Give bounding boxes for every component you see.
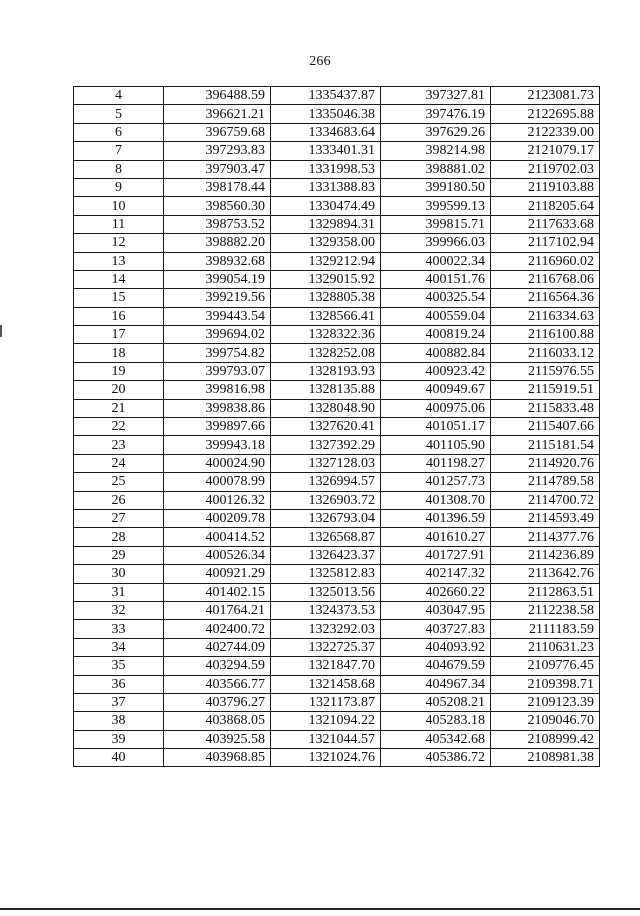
table-row	[74, 252, 600, 270]
table-row	[74, 583, 600, 601]
x-coordinate-2-cell: 400022.34	[381, 252, 491, 270]
table-row	[74, 123, 600, 141]
table-row	[74, 160, 600, 178]
y-coordinate-2-cell: 2109046.70	[491, 712, 600, 730]
point-number-cell: 38	[74, 712, 164, 730]
x-coordinate-2-cell: 401198.27	[381, 454, 491, 472]
y-coordinate-2-cell: 2115407.66	[491, 418, 600, 436]
point-number-cell: 25	[74, 473, 164, 491]
x-coordinate-2-cell: 404093.92	[381, 638, 491, 656]
y-coordinate-2-cell: 2117633.68	[491, 215, 600, 233]
y-coordinate-2-cell: 2114789.58	[491, 473, 600, 491]
point-number-cell: 7	[74, 142, 164, 160]
point-number-cell: 22	[74, 418, 164, 436]
x-coordinate-1-cell: 398560.30	[164, 197, 271, 215]
x-coordinate-2-cell: 400923.42	[381, 362, 491, 380]
table-row	[74, 362, 600, 380]
coordinate-table	[73, 86, 600, 767]
y-coordinate-1-cell: 1329212.94	[271, 252, 381, 270]
x-coordinate-2-cell: 401257.73	[381, 473, 491, 491]
x-coordinate-1-cell: 398753.52	[164, 215, 271, 233]
y-coordinate-1-cell: 1321458.68	[271, 675, 381, 693]
table-row	[74, 289, 600, 307]
y-coordinate-1-cell: 1326793.04	[271, 509, 381, 527]
y-coordinate-2-cell: 2118205.64	[491, 197, 600, 215]
y-coordinate-2-cell: 2116033.12	[491, 344, 600, 362]
x-coordinate-2-cell: 400559.04	[381, 307, 491, 325]
point-number-cell: 27	[74, 509, 164, 527]
x-coordinate-1-cell: 396759.68	[164, 123, 271, 141]
point-number-cell: 23	[74, 436, 164, 454]
y-coordinate-1-cell: 1328322.36	[271, 326, 381, 344]
point-number-cell: 16	[74, 307, 164, 325]
point-number-cell: 11	[74, 215, 164, 233]
x-coordinate-2-cell: 402660.22	[381, 583, 491, 601]
y-coordinate-1-cell: 1326903.72	[271, 491, 381, 509]
y-coordinate-2-cell: 2115181.54	[491, 436, 600, 454]
y-coordinate-1-cell: 1330474.49	[271, 197, 381, 215]
x-coordinate-2-cell: 400325.54	[381, 289, 491, 307]
x-coordinate-2-cell: 404967.34	[381, 675, 491, 693]
x-coordinate-2-cell: 400949.67	[381, 381, 491, 399]
y-coordinate-2-cell: 2109398.71	[491, 675, 600, 693]
table-row	[74, 638, 600, 656]
table-row	[74, 399, 600, 417]
table-row	[74, 87, 600, 105]
point-number-cell: 9	[74, 178, 164, 196]
x-coordinate-1-cell: 399816.98	[164, 381, 271, 399]
y-coordinate-2-cell: 2109123.39	[491, 693, 600, 711]
x-coordinate-1-cell: 399694.02	[164, 326, 271, 344]
table-row	[74, 215, 600, 233]
x-coordinate-2-cell: 400975.06	[381, 399, 491, 417]
x-coordinate-2-cell: 405386.72	[381, 749, 491, 767]
x-coordinate-1-cell: 397903.47	[164, 160, 271, 178]
point-number-cell: 36	[74, 675, 164, 693]
x-coordinate-1-cell: 396488.59	[164, 87, 271, 105]
x-coordinate-2-cell: 401610.27	[381, 528, 491, 546]
y-coordinate-2-cell: 2114700.72	[491, 491, 600, 509]
y-coordinate-1-cell: 1326568.87	[271, 528, 381, 546]
y-coordinate-2-cell: 2122695.88	[491, 105, 600, 123]
point-number-cell: 14	[74, 270, 164, 288]
point-number-cell: 8	[74, 160, 164, 178]
table-row	[74, 344, 600, 362]
y-coordinate-1-cell: 1321044.57	[271, 730, 381, 748]
table-row	[74, 565, 600, 583]
table-row	[74, 473, 600, 491]
x-coordinate-1-cell: 402400.72	[164, 620, 271, 638]
point-number-cell: 30	[74, 565, 164, 583]
y-coordinate-2-cell: 2114377.76	[491, 528, 600, 546]
x-coordinate-1-cell: 397293.83	[164, 142, 271, 160]
x-coordinate-1-cell: 400078.99	[164, 473, 271, 491]
x-coordinate-1-cell: 399754.82	[164, 344, 271, 362]
table-row	[74, 693, 600, 711]
x-coordinate-1-cell: 399054.19	[164, 270, 271, 288]
table-row	[74, 178, 600, 196]
y-coordinate-2-cell: 2112238.58	[491, 601, 600, 619]
x-coordinate-2-cell: 401396.59	[381, 509, 491, 527]
y-coordinate-2-cell: 2109776.45	[491, 657, 600, 675]
x-coordinate-2-cell: 405208.21	[381, 693, 491, 711]
table-row	[74, 546, 600, 564]
y-coordinate-2-cell: 2114920.76	[491, 454, 600, 472]
x-coordinate-1-cell: 400209.78	[164, 509, 271, 527]
point-number-cell: 29	[74, 546, 164, 564]
y-coordinate-1-cell: 1331388.83	[271, 178, 381, 196]
x-coordinate-1-cell: 403566.77	[164, 675, 271, 693]
y-coordinate-2-cell: 2116768.06	[491, 270, 600, 288]
table-row	[74, 436, 600, 454]
y-coordinate-2-cell: 2116100.88	[491, 326, 600, 344]
point-number-cell: 21	[74, 399, 164, 417]
table-row	[74, 749, 600, 767]
x-coordinate-1-cell: 403796.27	[164, 693, 271, 711]
table-row	[74, 675, 600, 693]
y-coordinate-1-cell: 1328048.90	[271, 399, 381, 417]
y-coordinate-1-cell: 1321173.87	[271, 693, 381, 711]
point-number-cell: 32	[74, 601, 164, 619]
point-number-cell: 31	[74, 583, 164, 601]
x-coordinate-1-cell: 399793.07	[164, 362, 271, 380]
x-coordinate-2-cell: 405342.68	[381, 730, 491, 748]
table-row	[74, 491, 600, 509]
x-coordinate-2-cell: 403047.95	[381, 601, 491, 619]
table-row	[74, 454, 600, 472]
y-coordinate-1-cell: 1328252.08	[271, 344, 381, 362]
y-coordinate-1-cell: 1325812.83	[271, 565, 381, 583]
y-coordinate-2-cell: 2115976.55	[491, 362, 600, 380]
x-coordinate-1-cell: 400024.90	[164, 454, 271, 472]
x-coordinate-1-cell: 403968.85	[164, 749, 271, 767]
y-coordinate-2-cell: 2116960.02	[491, 252, 600, 270]
table-row	[74, 601, 600, 619]
x-coordinate-2-cell: 397327.81	[381, 87, 491, 105]
x-coordinate-1-cell: 402744.09	[164, 638, 271, 656]
point-number-cell: 13	[74, 252, 164, 270]
y-coordinate-1-cell: 1322725.37	[271, 638, 381, 656]
point-number-cell: 4	[74, 87, 164, 105]
point-number-cell: 28	[74, 528, 164, 546]
point-number-cell: 18	[74, 344, 164, 362]
x-coordinate-2-cell: 397629.26	[381, 123, 491, 141]
y-coordinate-2-cell: 2112863.51	[491, 583, 600, 601]
y-coordinate-1-cell: 1335046.38	[271, 105, 381, 123]
x-coordinate-2-cell: 397476.19	[381, 105, 491, 123]
point-number-cell: 35	[74, 657, 164, 675]
y-coordinate-1-cell: 1334683.64	[271, 123, 381, 141]
y-coordinate-1-cell: 1328193.93	[271, 362, 381, 380]
y-coordinate-2-cell: 2117102.94	[491, 234, 600, 252]
x-coordinate-2-cell: 401105.90	[381, 436, 491, 454]
coordinate-table-body	[74, 87, 600, 767]
y-coordinate-2-cell: 2110631.23	[491, 638, 600, 656]
point-number-cell: 37	[74, 693, 164, 711]
y-coordinate-2-cell: 2116564.36	[491, 289, 600, 307]
y-coordinate-1-cell: 1329358.00	[271, 234, 381, 252]
x-coordinate-1-cell: 398882.20	[164, 234, 271, 252]
x-coordinate-1-cell: 400526.34	[164, 546, 271, 564]
table-row	[74, 326, 600, 344]
x-coordinate-1-cell: 400126.32	[164, 491, 271, 509]
x-coordinate-2-cell: 398214.98	[381, 142, 491, 160]
x-coordinate-1-cell: 396621.21	[164, 105, 271, 123]
x-coordinate-1-cell: 403294.59	[164, 657, 271, 675]
x-coordinate-2-cell: 401308.70	[381, 491, 491, 509]
x-coordinate-2-cell: 401051.17	[381, 418, 491, 436]
y-coordinate-2-cell: 2121079.17	[491, 142, 600, 160]
table-row	[74, 381, 600, 399]
x-coordinate-2-cell: 405283.18	[381, 712, 491, 730]
x-coordinate-1-cell: 400921.29	[164, 565, 271, 583]
y-coordinate-1-cell: 1321847.70	[271, 657, 381, 675]
table-row	[74, 418, 600, 436]
y-coordinate-1-cell: 1321024.76	[271, 749, 381, 767]
table-row	[74, 620, 600, 638]
table-row	[74, 234, 600, 252]
page-number: 266	[309, 54, 331, 69]
y-coordinate-1-cell: 1335437.87	[271, 87, 381, 105]
y-coordinate-2-cell: 2114593.49	[491, 509, 600, 527]
point-number-cell: 5	[74, 105, 164, 123]
y-coordinate-1-cell: 1321094.22	[271, 712, 381, 730]
y-coordinate-1-cell: 1324373.53	[271, 601, 381, 619]
x-coordinate-2-cell: 399966.03	[381, 234, 491, 252]
y-coordinate-1-cell: 1326994.57	[271, 473, 381, 491]
point-number-cell: 39	[74, 730, 164, 748]
x-coordinate-2-cell: 399180.50	[381, 178, 491, 196]
x-coordinate-2-cell: 400882.84	[381, 344, 491, 362]
x-coordinate-2-cell: 400819.24	[381, 326, 491, 344]
x-coordinate-2-cell: 402147.32	[381, 565, 491, 583]
table-row	[74, 270, 600, 288]
y-coordinate-1-cell: 1323292.03	[271, 620, 381, 638]
point-number-cell: 6	[74, 123, 164, 141]
y-coordinate-1-cell: 1327392.29	[271, 436, 381, 454]
y-coordinate-1-cell: 1327128.03	[271, 454, 381, 472]
table-row	[74, 657, 600, 675]
y-coordinate-1-cell: 1329015.92	[271, 270, 381, 288]
x-coordinate-2-cell: 403727.83	[381, 620, 491, 638]
y-coordinate-2-cell: 2114236.89	[491, 546, 600, 564]
point-number-cell: 24	[74, 454, 164, 472]
y-coordinate-2-cell: 2113642.76	[491, 565, 600, 583]
scan-edge-mark	[0, 325, 2, 337]
y-coordinate-2-cell: 2111183.59	[491, 620, 600, 638]
y-coordinate-2-cell: 2115833.48	[491, 399, 600, 417]
point-number-cell: 34	[74, 638, 164, 656]
x-coordinate-1-cell: 400414.52	[164, 528, 271, 546]
table-row	[74, 142, 600, 160]
x-coordinate-1-cell: 399943.18	[164, 436, 271, 454]
x-coordinate-2-cell: 399815.71	[381, 215, 491, 233]
point-number-cell: 20	[74, 381, 164, 399]
page-bottom-rule	[0, 908, 640, 910]
y-coordinate-2-cell: 2108999.42	[491, 730, 600, 748]
x-coordinate-1-cell: 401402.15	[164, 583, 271, 601]
y-coordinate-1-cell: 1328135.88	[271, 381, 381, 399]
table-row	[74, 712, 600, 730]
x-coordinate-1-cell: 398178.44	[164, 178, 271, 196]
point-number-cell: 26	[74, 491, 164, 509]
y-coordinate-1-cell: 1325013.56	[271, 583, 381, 601]
point-number-cell: 19	[74, 362, 164, 380]
y-coordinate-1-cell: 1328805.38	[271, 289, 381, 307]
point-number-cell: 15	[74, 289, 164, 307]
point-number-cell: 12	[74, 234, 164, 252]
y-coordinate-2-cell: 2122339.00	[491, 123, 600, 141]
table-row	[74, 197, 600, 215]
x-coordinate-2-cell: 400151.76	[381, 270, 491, 288]
y-coordinate-2-cell: 2108981.38	[491, 749, 600, 767]
x-coordinate-1-cell: 403868.05	[164, 712, 271, 730]
x-coordinate-2-cell: 401727.91	[381, 546, 491, 564]
y-coordinate-2-cell: 2119702.03	[491, 160, 600, 178]
point-number-cell: 33	[74, 620, 164, 638]
x-coordinate-2-cell: 399599.13	[381, 197, 491, 215]
point-number-cell: 10	[74, 197, 164, 215]
y-coordinate-1-cell: 1326423.37	[271, 546, 381, 564]
y-coordinate-1-cell: 1329894.31	[271, 215, 381, 233]
point-number-cell: 17	[74, 326, 164, 344]
x-coordinate-2-cell: 404679.59	[381, 657, 491, 675]
y-coordinate-1-cell: 1333401.31	[271, 142, 381, 160]
y-coordinate-2-cell: 2123081.73	[491, 87, 600, 105]
x-coordinate-1-cell: 403925.58	[164, 730, 271, 748]
y-coordinate-2-cell: 2119103.88	[491, 178, 600, 196]
y-coordinate-1-cell: 1328566.41	[271, 307, 381, 325]
x-coordinate-1-cell: 398932.68	[164, 252, 271, 270]
x-coordinate-1-cell: 399219.56	[164, 289, 271, 307]
table-row	[74, 528, 600, 546]
table-row	[74, 105, 600, 123]
x-coordinate-1-cell: 399443.54	[164, 307, 271, 325]
x-coordinate-1-cell: 399838.86	[164, 399, 271, 417]
x-coordinate-2-cell: 398881.02	[381, 160, 491, 178]
y-coordinate-1-cell: 1327620.41	[271, 418, 381, 436]
y-coordinate-2-cell: 2115919.51	[491, 381, 600, 399]
point-number-cell: 40	[74, 749, 164, 767]
y-coordinate-1-cell: 1331998.53	[271, 160, 381, 178]
x-coordinate-1-cell: 401764.21	[164, 601, 271, 619]
x-coordinate-1-cell: 399897.66	[164, 418, 271, 436]
table-row	[74, 730, 600, 748]
y-coordinate-2-cell: 2116334.63	[491, 307, 600, 325]
table-row	[74, 509, 600, 527]
table-row	[74, 307, 600, 325]
